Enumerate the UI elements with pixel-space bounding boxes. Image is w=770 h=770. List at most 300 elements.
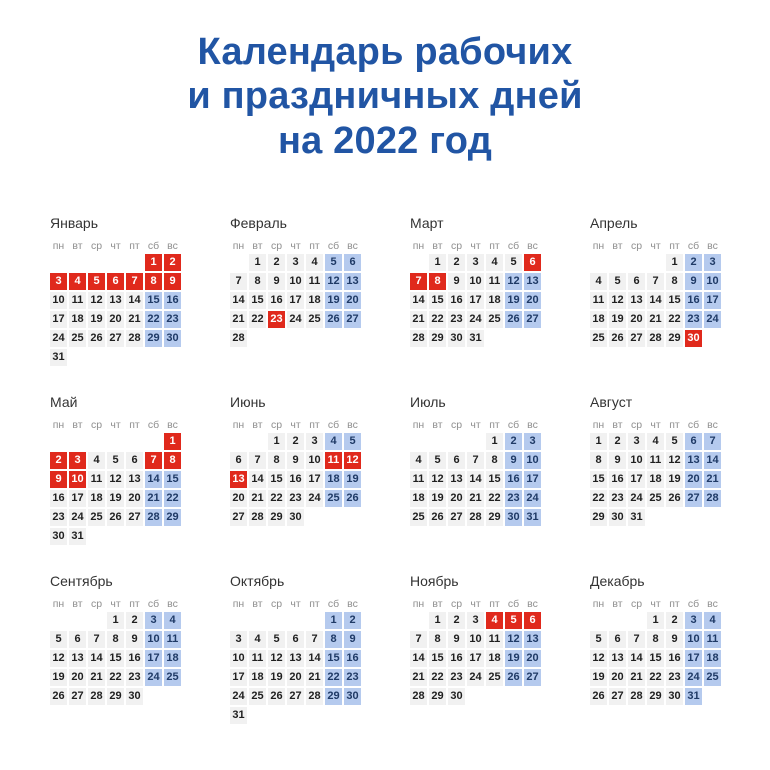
day-cell-weekend: 29	[325, 688, 342, 705]
day-cell-workday: 28	[628, 688, 645, 705]
weekday-label: пт	[309, 240, 320, 253]
weekday-label: ср	[450, 598, 463, 611]
day-cell-weekend: 24	[524, 490, 541, 507]
day-cell-workday: 14	[647, 292, 664, 309]
day-cell-workday: 27	[287, 688, 304, 705]
day-cell-workday: 15	[486, 471, 503, 488]
day-cell-workday: 30	[448, 330, 465, 347]
day-cell-weekend: 17	[524, 471, 541, 488]
day-cell-workday: 6	[448, 452, 465, 469]
weekday-label: сб	[147, 419, 160, 432]
day-cell-workday: 11	[69, 292, 86, 309]
day-cell-workday: 16	[448, 650, 465, 667]
day-cell-weekend: 13	[524, 631, 541, 648]
empty-cell	[647, 254, 664, 271]
day-cell-workday: 11	[647, 452, 664, 469]
day-cell-workday: 24	[230, 688, 247, 705]
day-cell-workday: 25	[590, 330, 607, 347]
day-cell-workday: 28	[647, 330, 664, 347]
empty-cell	[107, 254, 124, 271]
month-name: Апрель	[590, 215, 638, 232]
day-cell-workday: 29	[429, 688, 446, 705]
weekday-header	[590, 597, 723, 612]
day-cell-workday: 16	[126, 650, 143, 667]
weekday-header	[590, 239, 723, 254]
day-cell-workday: 7	[230, 273, 247, 290]
days-grid	[410, 254, 543, 347]
weekday-label: вт	[72, 419, 83, 432]
day-cell-workday: 9	[126, 631, 143, 648]
month-2	[230, 215, 363, 366]
title-line-2: и праздничных дней	[187, 75, 583, 118]
day-cell-workday: 30	[50, 528, 67, 545]
day-cell-workday: 21	[410, 311, 427, 328]
day-cell-weekend: 30	[505, 509, 522, 526]
day-cell-weekend: 23	[505, 490, 522, 507]
weekday-label: чт	[650, 419, 661, 432]
day-cell-workday: 5	[666, 433, 683, 450]
day-cell-workday: 12	[88, 292, 105, 309]
day-cell-weekend: 25	[164, 669, 181, 686]
day-cell-weekend: 18	[325, 471, 342, 488]
day-cell-workday: 11	[249, 650, 266, 667]
day-cell-workday: 6	[230, 452, 247, 469]
day-cell-weekend: 20	[344, 292, 361, 309]
day-cell-workday: 26	[50, 688, 67, 705]
day-cell-holiday: 7	[410, 273, 427, 290]
day-cell-holiday: 5	[505, 612, 522, 629]
empty-cell	[429, 433, 446, 450]
day-cell-workday: 22	[590, 490, 607, 507]
day-cell-workday: 25	[249, 688, 266, 705]
day-cell-weekend: 27	[344, 311, 361, 328]
day-cell-holiday: 1	[145, 254, 162, 271]
day-cell-weekend: 20	[524, 650, 541, 667]
empty-cell	[249, 612, 266, 629]
day-cell-workday: 3	[467, 612, 484, 629]
day-cell-weekend: 3	[704, 254, 721, 271]
day-cell-workday: 23	[50, 509, 67, 526]
empty-cell	[88, 254, 105, 271]
day-cell-workday: 6	[126, 452, 143, 469]
day-cell-workday: 20	[126, 490, 143, 507]
day-cell-holiday: 23	[268, 311, 285, 328]
month-name: Март	[410, 215, 444, 232]
day-cell-workday: 7	[467, 452, 484, 469]
day-cell-workday: 15	[429, 650, 446, 667]
day-cell-weekend: 3	[685, 612, 702, 629]
month-name: Сентябрь	[50, 573, 113, 590]
day-cell-workday: 7	[249, 452, 266, 469]
day-cell-workday: 22	[249, 311, 266, 328]
empty-cell	[145, 433, 162, 450]
day-cell-weekend: 5	[344, 433, 361, 450]
day-cell-workday: 18	[249, 669, 266, 686]
weekday-label: сб	[507, 419, 520, 432]
day-cell-weekend: 14	[704, 452, 721, 469]
weekday-label: сб	[327, 240, 340, 253]
day-cell-workday: 10	[50, 292, 67, 309]
day-cell-workday: 22	[107, 669, 124, 686]
day-cell-workday: 18	[410, 490, 427, 507]
day-cell-workday: 7	[306, 631, 323, 648]
weekday-label: сб	[327, 419, 340, 432]
day-cell-workday: 15	[429, 292, 446, 309]
day-cell-workday: 15	[107, 650, 124, 667]
day-cell-weekend: 29	[145, 330, 162, 347]
day-cell-weekend: 5	[325, 254, 342, 271]
day-cell-weekend: 24	[685, 669, 702, 686]
weekday-label: вс	[527, 598, 538, 611]
day-cell-workday: 31	[69, 528, 86, 545]
weekday-label: сб	[687, 598, 700, 611]
weekday-label: вс	[527, 419, 538, 432]
day-cell-workday: 16	[609, 471, 626, 488]
day-cell-workday: 1	[429, 612, 446, 629]
weekday-header	[230, 418, 363, 433]
month-4	[590, 215, 723, 366]
day-cell-workday: 9	[448, 631, 465, 648]
day-cell-weekend: 31	[524, 509, 541, 526]
day-cell-workday: 27	[448, 509, 465, 526]
day-cell-workday: 12	[50, 650, 67, 667]
weekday-label: чт	[470, 598, 481, 611]
day-cell-workday: 23	[609, 490, 626, 507]
day-cell-weekend: 19	[344, 471, 361, 488]
empty-cell	[88, 433, 105, 450]
day-cell-workday: 22	[647, 669, 664, 686]
weekday-label: пт	[669, 240, 680, 253]
day-cell-workday: 4	[647, 433, 664, 450]
day-cell-workday: 24	[287, 311, 304, 328]
day-cell-weekend: 8	[325, 631, 342, 648]
day-cell-workday: 21	[88, 669, 105, 686]
day-cell-weekend: 27	[524, 311, 541, 328]
day-cell-weekend: 16	[505, 471, 522, 488]
day-cell-weekend: 15	[145, 292, 162, 309]
day-cell-weekend: 4	[704, 612, 721, 629]
day-cell-workday: 8	[590, 452, 607, 469]
weekday-label: ср	[270, 598, 283, 611]
day-cell-holiday: 7	[126, 273, 143, 290]
day-cell-workday: 12	[666, 452, 683, 469]
day-cell-holiday: 1	[164, 433, 181, 450]
day-cell-workday: 21	[628, 669, 645, 686]
day-cell-workday: 14	[306, 650, 323, 667]
day-cell-workday: 21	[467, 490, 484, 507]
day-cell-workday: 5	[268, 631, 285, 648]
weekday-label: чт	[650, 598, 661, 611]
empty-cell	[268, 612, 285, 629]
title-line-3: на 2022 год	[277, 119, 493, 162]
day-cell-weekend: 12	[325, 273, 342, 290]
month-9	[50, 573, 183, 724]
day-cell-weekend: 12	[505, 631, 522, 648]
day-cell-workday: 16	[50, 490, 67, 507]
day-cell-weekend: 15	[325, 650, 342, 667]
day-cell-weekend: 25	[704, 669, 721, 686]
days-grid	[410, 433, 543, 526]
weekday-label: ср	[90, 598, 103, 611]
day-cell-workday: 26	[609, 330, 626, 347]
day-cell-weekend: 10	[524, 452, 541, 469]
day-cell-weekend: 7	[704, 433, 721, 450]
day-cell-workday: 1	[486, 433, 503, 450]
day-cell-workday: 21	[306, 669, 323, 686]
empty-cell	[69, 433, 86, 450]
day-cell-workday: 10	[467, 631, 484, 648]
day-cell-workday: 14	[467, 471, 484, 488]
day-cell-weekend: 9	[685, 273, 702, 290]
day-cell-holiday: 9	[50, 471, 67, 488]
day-cell-workday: 14	[230, 292, 247, 309]
day-cell-workday: 29	[486, 509, 503, 526]
weekday-header	[590, 418, 723, 433]
day-cell-workday: 2	[268, 254, 285, 271]
day-cell-workday: 18	[486, 292, 503, 309]
empty-cell	[230, 612, 247, 629]
day-cell-workday: 18	[88, 490, 105, 507]
day-cell-weekend: 26	[325, 311, 342, 328]
day-cell-workday: 29	[429, 330, 446, 347]
day-cell-workday: 13	[448, 471, 465, 488]
day-cell-workday: 16	[268, 292, 285, 309]
day-cell-holiday: 11	[325, 452, 342, 469]
day-cell-workday: 18	[590, 311, 607, 328]
day-cell-workday: 1	[429, 254, 446, 271]
month-12	[590, 573, 723, 724]
day-cell-workday: 19	[268, 669, 285, 686]
day-cell-workday: 23	[448, 311, 465, 328]
day-cell-weekend: 4	[164, 612, 181, 629]
day-cell-workday: 16	[666, 650, 683, 667]
day-cell-workday: 4	[486, 254, 503, 271]
day-cell-holiday: 4	[69, 273, 86, 290]
day-cell-workday: 20	[107, 311, 124, 328]
day-cell-workday: 17	[306, 471, 323, 488]
day-cell-weekend: 19	[505, 292, 522, 309]
weekday-label: чт	[290, 419, 301, 432]
weekday-label: вт	[612, 419, 623, 432]
day-cell-workday: 3	[628, 433, 645, 450]
months-grid	[50, 215, 770, 724]
weekday-label: пт	[489, 598, 500, 611]
day-cell-workday: 16	[448, 292, 465, 309]
day-cell-workday: 8	[268, 452, 285, 469]
day-cell-workday: 29	[268, 509, 285, 526]
day-cell-workday: 9	[448, 273, 465, 290]
day-cell-weekend: 22	[325, 669, 342, 686]
day-cell-workday: 5	[429, 452, 446, 469]
day-cell-workday: 13	[69, 650, 86, 667]
day-cell-workday: 23	[287, 490, 304, 507]
day-cell-workday: 3	[467, 254, 484, 271]
weekday-label: сб	[507, 598, 520, 611]
day-cell-workday: 26	[268, 688, 285, 705]
empty-cell	[107, 433, 124, 450]
day-cell-workday: 12	[590, 650, 607, 667]
empty-cell	[306, 612, 323, 629]
weekday-label: вс	[167, 240, 178, 253]
day-cell-weekend: 27	[685, 490, 702, 507]
day-cell-workday: 19	[666, 471, 683, 488]
days-grid	[50, 433, 183, 545]
day-cell-workday: 2	[448, 254, 465, 271]
day-cell-holiday: 30	[685, 330, 702, 347]
day-cell-workday: 25	[69, 330, 86, 347]
day-cell-workday: 15	[647, 650, 664, 667]
day-cell-workday: 8	[647, 631, 664, 648]
day-cell-workday: 16	[287, 471, 304, 488]
weekday-label: вт	[72, 240, 83, 253]
day-cell-workday: 10	[628, 452, 645, 469]
day-cell-workday: 4	[590, 273, 607, 290]
day-cell-workday: 12	[609, 292, 626, 309]
day-cell-workday: 7	[628, 631, 645, 648]
day-cell-workday: 11	[590, 292, 607, 309]
day-cell-workday: 25	[486, 311, 503, 328]
day-cell-weekend: 26	[505, 311, 522, 328]
weekday-label: вс	[527, 240, 538, 253]
day-cell-workday: 17	[628, 471, 645, 488]
day-cell-weekend: 3	[145, 612, 162, 629]
weekday-label: вт	[432, 240, 443, 253]
day-cell-weekend: 26	[344, 490, 361, 507]
day-cell-workday: 11	[410, 471, 427, 488]
weekday-label: пт	[309, 598, 320, 611]
days-grid	[590, 612, 723, 705]
day-cell-workday: 4	[249, 631, 266, 648]
day-cell-workday: 12	[268, 650, 285, 667]
day-cell-workday: 6	[609, 631, 626, 648]
days-grid	[230, 254, 363, 347]
day-cell-holiday: 4	[486, 612, 503, 629]
weekday-label: вт	[252, 419, 263, 432]
empty-cell	[230, 433, 247, 450]
day-cell-weekend: 3	[524, 433, 541, 450]
day-cell-workday: 7	[88, 631, 105, 648]
days-grid	[230, 433, 363, 526]
month-5	[50, 394, 183, 545]
day-cell-workday: 14	[628, 650, 645, 667]
day-cell-workday: 8	[486, 452, 503, 469]
day-cell-workday: 31	[50, 349, 67, 366]
day-cell-workday: 3	[287, 254, 304, 271]
day-cell-workday: 20	[230, 490, 247, 507]
day-cell-workday: 12	[429, 471, 446, 488]
day-cell-workday: 19	[609, 311, 626, 328]
day-cell-workday: 10	[287, 273, 304, 290]
day-cell-weekend: 23	[164, 311, 181, 328]
empty-cell	[609, 254, 626, 271]
weekday-label: вт	[612, 240, 623, 253]
empty-cell	[287, 612, 304, 629]
day-cell-workday: 18	[306, 292, 323, 309]
day-cell-holiday: 6	[524, 612, 541, 629]
weekday-label: пт	[669, 598, 680, 611]
day-cell-workday: 19	[107, 490, 124, 507]
empty-cell	[69, 612, 86, 629]
weekday-label: чт	[110, 419, 121, 432]
month-name: Январь	[50, 215, 98, 232]
weekday-label: чт	[650, 240, 661, 253]
day-cell-workday: 26	[590, 688, 607, 705]
day-cell-weekend: 19	[325, 292, 342, 309]
day-cell-workday: 1	[647, 612, 664, 629]
day-cell-workday: 1	[590, 433, 607, 450]
day-cell-workday: 6	[628, 273, 645, 290]
day-cell-workday: 17	[467, 292, 484, 309]
day-cell-workday: 28	[230, 330, 247, 347]
day-cell-workday: 31	[467, 330, 484, 347]
day-cell-weekend: 17	[145, 650, 162, 667]
weekday-label: пт	[129, 240, 140, 253]
day-cell-holiday: 12	[344, 452, 361, 469]
weekday-header	[50, 239, 183, 254]
day-cell-weekend: 21	[145, 490, 162, 507]
empty-cell	[249, 433, 266, 450]
weekday-label: ср	[450, 419, 463, 432]
day-cell-weekend: 16	[164, 292, 181, 309]
weekday-label: пт	[309, 419, 320, 432]
day-cell-workday: 7	[647, 273, 664, 290]
day-cell-workday: 2	[448, 612, 465, 629]
weekday-header	[50, 418, 183, 433]
weekday-label: пт	[129, 598, 140, 611]
day-cell-holiday: 3	[50, 273, 67, 290]
empty-cell	[126, 254, 143, 271]
day-cell-workday: 8	[429, 631, 446, 648]
weekday-label: пн	[232, 419, 245, 432]
day-cell-holiday: 8	[164, 452, 181, 469]
weekday-header	[230, 239, 363, 254]
weekday-label: пн	[592, 240, 605, 253]
empty-cell	[410, 254, 427, 271]
day-cell-workday: 15	[249, 292, 266, 309]
day-cell-holiday: 3	[69, 452, 86, 469]
month-7	[410, 394, 543, 545]
day-cell-workday: 5	[50, 631, 67, 648]
day-cell-workday: 26	[107, 509, 124, 526]
day-cell-weekend: 10	[704, 273, 721, 290]
days-grid	[410, 612, 543, 705]
day-cell-workday: 2	[609, 433, 626, 450]
day-cell-workday: 20	[448, 490, 465, 507]
day-cell-weekend: 27	[524, 669, 541, 686]
empty-cell	[50, 612, 67, 629]
day-cell-workday: 19	[590, 669, 607, 686]
day-cell-weekend: 24	[704, 311, 721, 328]
day-cell-weekend: 19	[505, 650, 522, 667]
day-cell-weekend: 22	[164, 490, 181, 507]
day-cell-weekend: 11	[164, 631, 181, 648]
empty-cell	[467, 433, 484, 450]
day-cell-workday: 7	[410, 631, 427, 648]
day-cell-workday: 27	[107, 330, 124, 347]
day-cell-workday: 14	[410, 650, 427, 667]
day-cell-workday: 23	[126, 669, 143, 686]
day-cell-workday: 2	[287, 433, 304, 450]
day-cell-workday: 19	[429, 490, 446, 507]
day-cell-weekend: 16	[685, 292, 702, 309]
day-cell-workday: 24	[628, 490, 645, 507]
day-cell-workday: 6	[69, 631, 86, 648]
day-cell-weekend: 25	[325, 490, 342, 507]
month-name: Июнь	[230, 394, 266, 411]
day-cell-workday: 20	[287, 669, 304, 686]
day-cell-workday: 2	[126, 612, 143, 629]
day-cell-workday: 12	[107, 471, 124, 488]
